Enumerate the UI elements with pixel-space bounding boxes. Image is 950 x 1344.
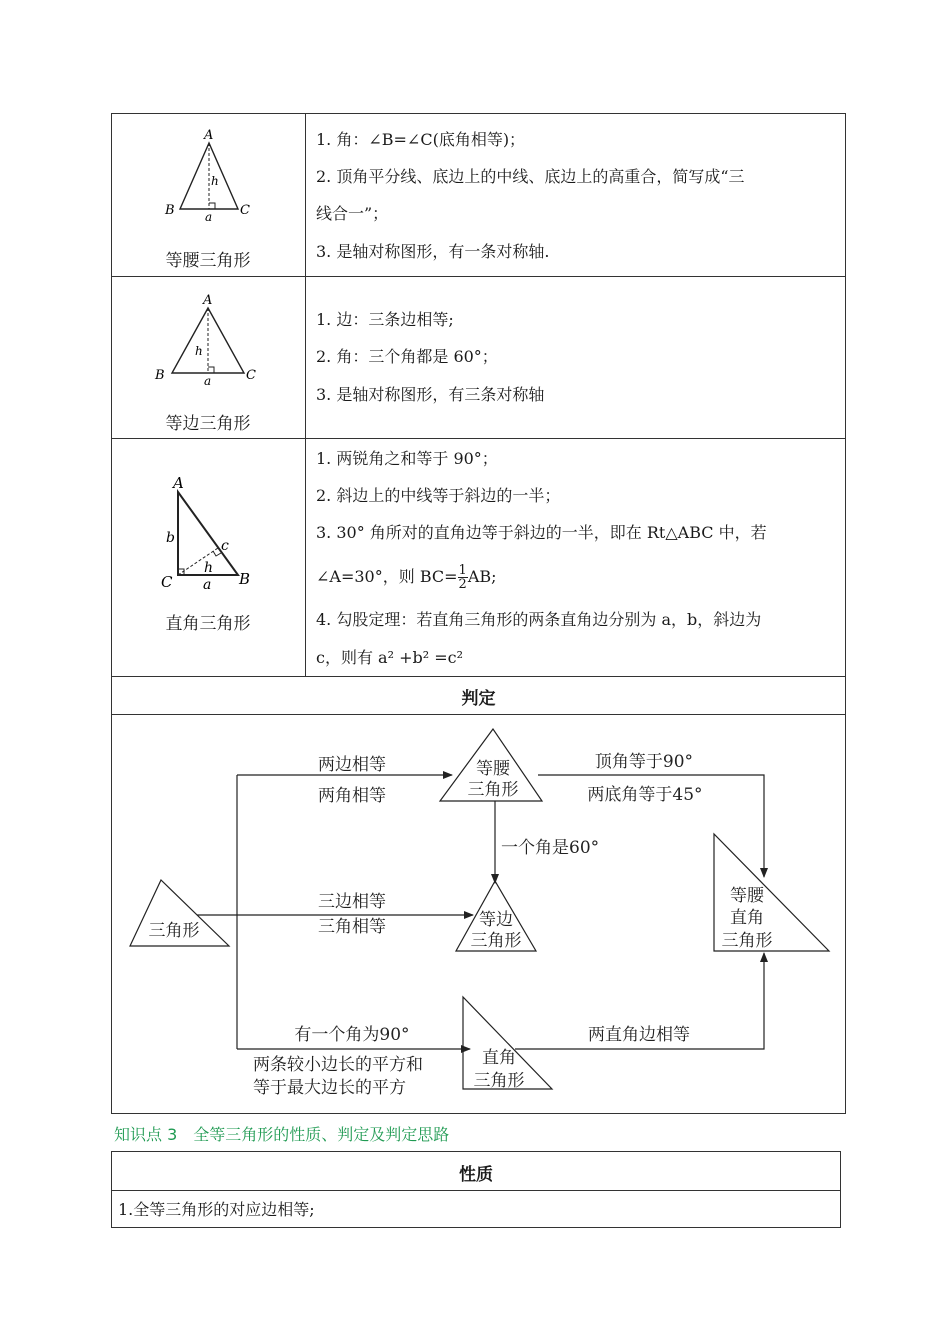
fraction-one-half [458, 564, 468, 591]
vertex-b-label: B [165, 203, 175, 218]
row-divider-1 [111, 276, 846, 277]
side-c-label: c [221, 538, 229, 554]
node-iso-right-3: 三角形 [721, 931, 773, 951]
edge-three-sides-equal: 三边相等 [318, 892, 386, 912]
edge-one-angle-60: 一个角是60° [501, 838, 600, 858]
vertex-b-label: B [155, 368, 165, 383]
isosceles-triangle-figure [160, 125, 260, 225]
vertex-a-label: A [204, 128, 214, 143]
side-a-label: a [203, 577, 212, 593]
vertex-c-label: C [240, 203, 250, 218]
edge-apex-90: 顶角等于90° [594, 752, 694, 772]
congruent-header: 性质 [459, 1165, 493, 1185]
isosceles-prop-1: 1. 角：∠B=∠C(底角相等)； [316, 130, 526, 149]
height-h-label: h [195, 344, 203, 358]
equilateral-prop-3: 3. 是轴对称图形，有三条对称轴 [316, 385, 545, 404]
edge-legs-equal: 两直角边相等 [588, 1025, 690, 1045]
judgement-flow-diagram [112, 715, 845, 1113]
vertex-c-label: C [161, 573, 173, 591]
section3-title: 知识点 3 全等三角形的性质、判定及判定思路 [114, 1125, 450, 1144]
fraction-after-text: AB; [467, 567, 497, 586]
edge-two-sides-equal: 两边相等 [318, 755, 386, 775]
row-divider-2 [111, 438, 846, 439]
right-triangle-label: 直角三角形 [165, 614, 251, 634]
right-prop-1: 1. 两锐角之和等于 90°； [316, 449, 498, 468]
isosceles-prop-3: 3. 是轴对称图形，有一条对称轴. [316, 242, 550, 261]
height-h-label: h [211, 174, 219, 188]
judgement-header: 判定 [461, 689, 496, 709]
right-prop-3b-text: ∠A=30°，则 BC= [316, 567, 458, 586]
base-a-label: a [204, 374, 212, 388]
edge-base-45: 两底角等于45° [587, 785, 703, 805]
equilateral-prop-2: 2. 角：三个角都是 60°； [316, 347, 498, 366]
node-isosceles-1: 等腰 [476, 759, 510, 779]
table-column-divider [305, 113, 306, 676]
base-a-label: a [205, 210, 213, 224]
node-iso-right-2: 直角 [730, 908, 764, 928]
right-triangle-figure [158, 470, 263, 595]
vertex-a-label: A [173, 474, 184, 492]
fraction-denominator: 2 [458, 577, 467, 592]
equilateral-label: 等边三角形 [165, 414, 251, 434]
right-prop-3b [316, 560, 497, 594]
congruent-item-1: 1.全等三角形的对应边相等; [118, 1200, 315, 1219]
node-right-1: 直角 [482, 1048, 516, 1068]
right-prop-3: 3. 30° 角所对的直角边等于斜边的一半，即在 Rt△ABC 中，若 [316, 523, 767, 542]
height-h-label: h [204, 560, 214, 576]
edge-pythag-2: 等于最大边长的平方 [253, 1078, 406, 1098]
edge-one-angle-90: 有一个角为90° [294, 1025, 410, 1045]
equilateral-triangle-figure [152, 288, 267, 388]
isosceles-prop-2b: 线合一”； [316, 204, 389, 223]
vertex-b-label: B [239, 570, 251, 588]
edge-three-angles-equal: 三角相等 [318, 917, 386, 937]
node-equilateral-2: 三角形 [470, 931, 522, 951]
right-prop-2: 2. 斜边上的中线等于斜边的一半； [316, 486, 561, 505]
right-prop-4: 4. 勾股定理：若直角三角形的两条直角边分别为 a，b，斜边为 [316, 610, 762, 629]
fraction-numerator: 1 [458, 563, 467, 578]
row-divider-3 [111, 676, 846, 677]
node-isosceles-2: 三角形 [467, 780, 519, 800]
vertex-a-label: A [203, 293, 213, 308]
node-equilateral-1: 等边 [479, 910, 513, 930]
node-triangle: 三角形 [148, 921, 200, 941]
side-b-label: b [166, 530, 175, 546]
node-right-2: 三角形 [473, 1071, 525, 1091]
right-prop-4b: c，则有 a² +b² =c² [316, 648, 464, 667]
vertex-c-label: C [246, 368, 256, 383]
isosceles-prop-2: 2. 顶角平分线、底边上的中线、底边上的高重合，简写成“三 [316, 167, 745, 186]
node-iso-right-1: 等腰 [730, 886, 764, 906]
edge-two-angles-equal: 两角相等 [318, 786, 386, 806]
edge-pythag-1: 两条较小边长的平方和 [253, 1055, 423, 1075]
isosceles-label: 等腰三角形 [165, 251, 251, 271]
congruent-table-divider [111, 1190, 841, 1191]
equilateral-prop-1: 1. 边：三条边相等; [316, 310, 454, 329]
